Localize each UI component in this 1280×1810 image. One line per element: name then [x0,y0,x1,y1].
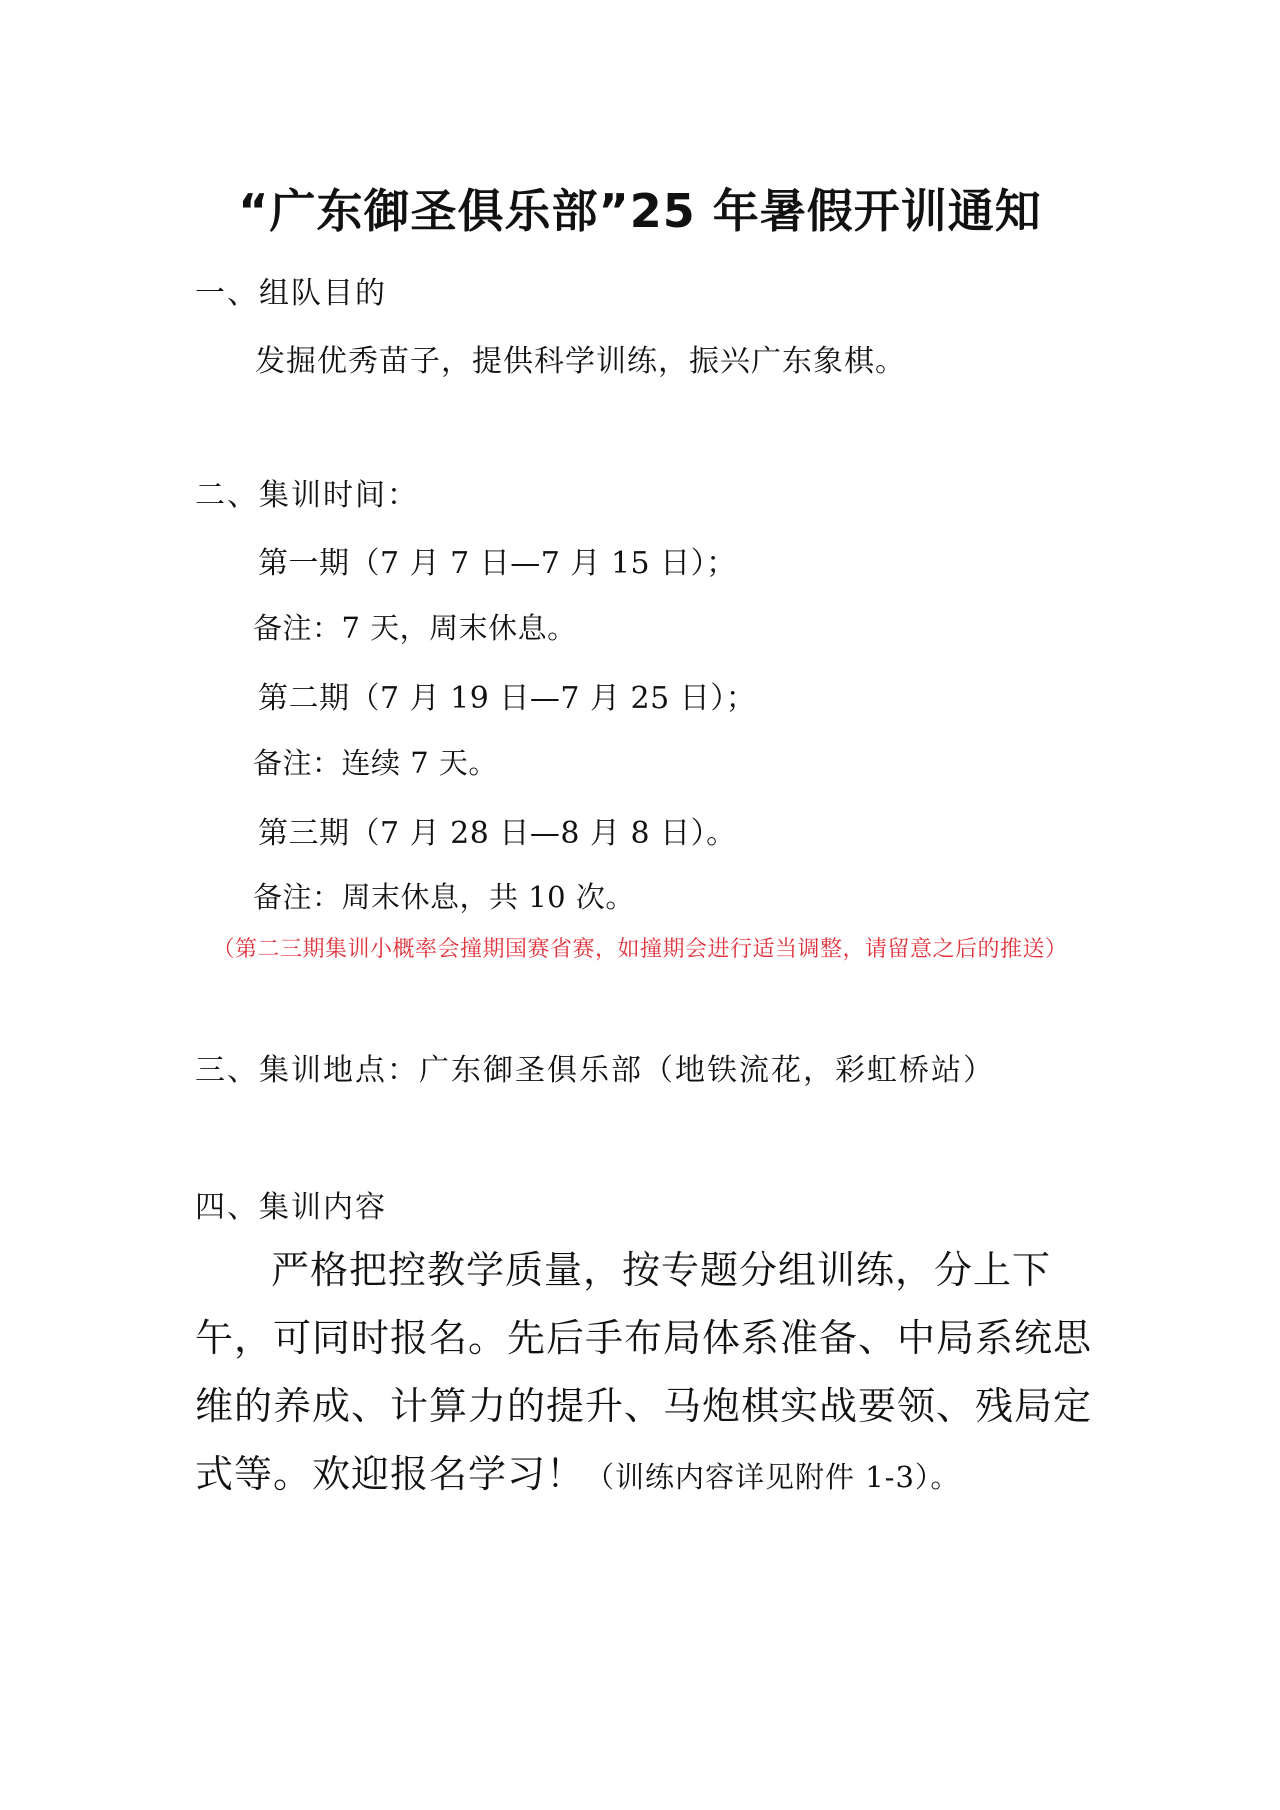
section-1-text: 发掘优秀苗子，提供科学训练，振兴广东象棋。 [255,344,906,379]
schedule-warning-note: （第二三期集训小概率会撞期国赛省赛，如撞期会进行适当调整，请留意之后的推送） [212,937,1068,962]
period-2-note: 备注：连续 7 天。 [253,746,498,780]
section-2-heading: 二、集训时间： [195,478,419,513]
period-2-label: 第二期（7 月 19 日—7 月 25 日）； [258,681,757,716]
section-4-attachment-note: （训练内容详见附件 1-3）。 [585,1460,961,1494]
period-1-note: 备注：7 天，周末休息。 [253,611,577,645]
section-3-location: 三、集训地点：广东御圣俱乐部（地铁流花，彩虹桥站） [195,1053,995,1088]
section-1-heading: 一、组队目的 [195,276,387,311]
period-3-note: 备注：周末休息，共 10 次。 [253,880,635,914]
document-title: “广东御圣俱乐部”25 年暑假开训通知 [238,184,1042,238]
period-3-label: 第三期（7 月 28 日—8 月 8 日）。 [258,816,737,851]
section-4-content-text: 严格把控教学质量，按专题分组训练，分上下午，可同时报名。先后手布局体系准备、中局系统思维的养成、计算力的提升、马炮棋实战要领、残局定式等。欢迎报名学习！ [195,1248,1093,1496]
section-4-heading: 四、集训内容 [195,1190,387,1225]
section-4-content [195,1236,1105,1511]
period-1-label: 第一期（7 月 7 日—7 月 15 日）； [258,546,737,581]
